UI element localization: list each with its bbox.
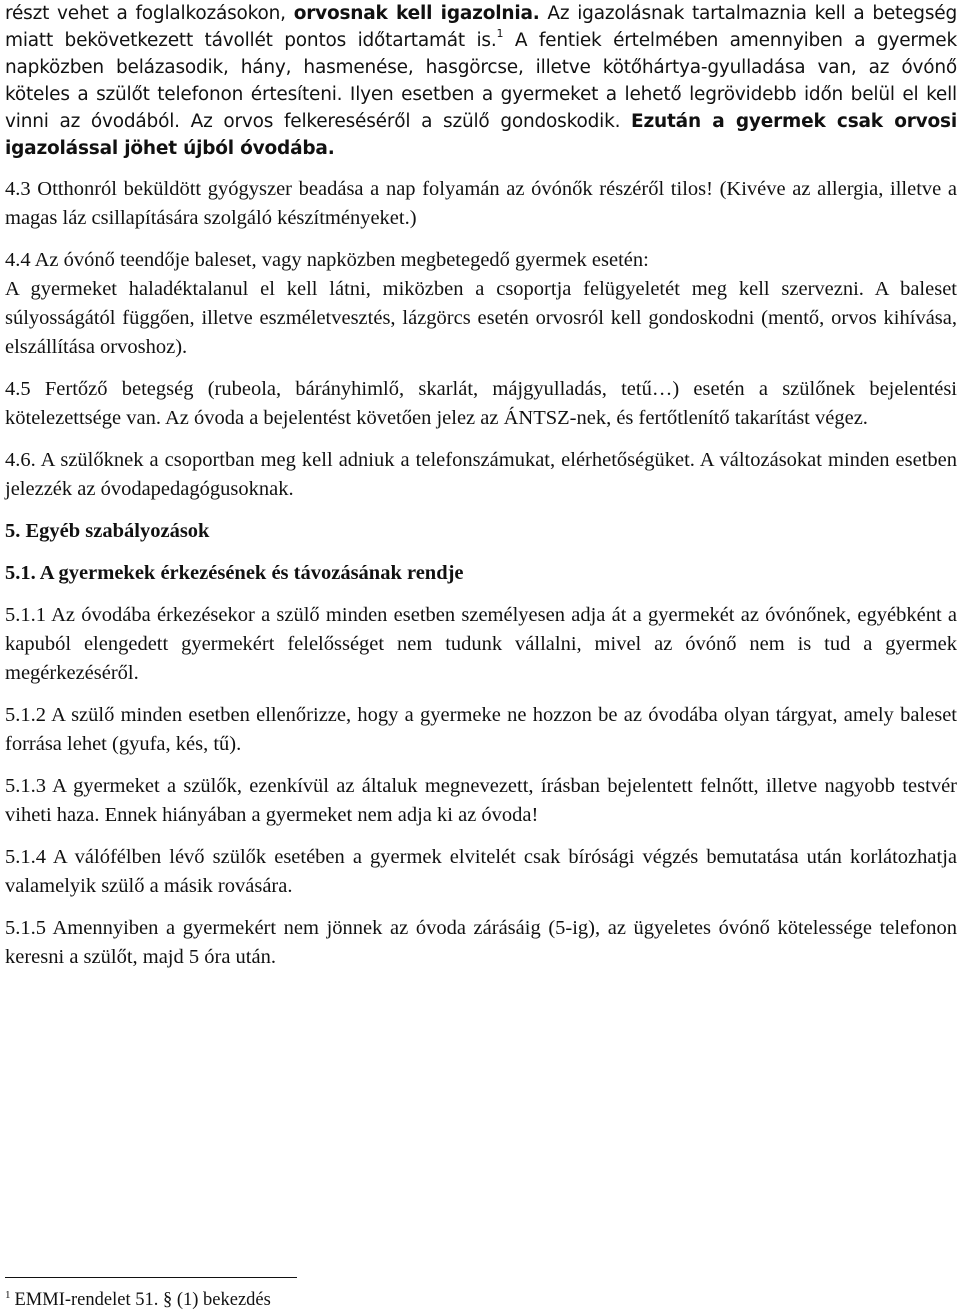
bold-doctor-certificate: orvosnak kell igazolnia.: [293, 3, 540, 24]
paragraph-4-4-title: 4.4 Az óvónő teendője baleset, vagy napközben megbetegedő gyermek esetén:: [5, 249, 649, 271]
paragraph-5-1-3: 5.1.3 A gyermeket a szülők, ezenkívül az általuk megnevezett, írásban bejelentett felnőtt, illetve nagyobb testvér viheti haza. Ennek hiányában a gyermeket nem adja ki az óvoda!: [5, 775, 957, 826]
paragraph-4-6: 4.6. A szülőknek a csoportban meg kell adniuk a telefonszámukat, elérhetőségüket. A változásokat minden esetben jelezzék az óvodapedagógusoknak.: [5, 449, 957, 500]
footnote-number: 1: [5, 1289, 11, 1301]
section-heading-5-1: 5.1. A gyermekek érkezésének és távozásának rendje: [5, 562, 464, 584]
footnote: [5, 1288, 271, 1312]
paragraph-4-3: 4.3 Otthonról beküldött gyógyszer beadása a nap folyamán az óvónők részéről tilos! (Kivéve az allergia, illetve a magas láz csillapítására szolgáló készítményeket.): [5, 178, 957, 229]
paragraph-5-1-5: 5.1.5 Amennyiben a gyermekért nem jönnek az óvoda zárásáig (5-ig), az ügyeletes óvónő kötelessége telefonon keresni a szülőt, majd 5 óra után.: [5, 917, 957, 968]
footnote-separator: [5, 1277, 297, 1278]
paragraph-4-4-body: A gyermeket haladéktalanul el kell látni, miközben a csoportja felügyeletét meg kell szervezni. A baleset súlyosságától függően, illetve eszméletvesztés, lázgörcs esetén orvosról kell gondoskodni (mentő, orvos kihívása, elszállítása orvoshoz).: [5, 278, 957, 358]
paragraph-5-1-4: 5.1.4 A válófélben lévő szülők esetében a gyermek elvitelét csak bírósági végzés bemutatása után korlátozhatja valamelyik szülő a másik rovására.: [5, 846, 957, 897]
section-heading-5: 5. Egyéb szabályozások: [5, 520, 210, 542]
paragraph-absence-certificate: részt vehet a foglalkozásokon, orvosnak kell igazolnia. Az igazolásnak tartalmaznia kell a betegség miatt bekövetkezett távollét pontos időtartamát is.$^1$ A fentiek értelmében amennyiben a gyermek napközben belázasodik, hány, hasmenése, hasgörcse, illetve kötőhártya-gyulladása van, az óvónő köteles a szülőt telefonon értesíteni. Ilyen esetben a gyermeket a lehető legrövidebb időn belül el kell vinni az óvodából. Az orvos felkereséséről a szülő gondoskodik. Ezután a gyermek csak orvosi igazolással jöhet újból óvodába.: [5, 3, 958, 159]
footnote-reference[interactable]: 1: [496, 27, 504, 40]
paragraph-5-1-1: 5.1.1 Az óvodába érkezésekor a szülő minden esetben személyesen adja át a gyermekét az óvónőnek, egyébként a kapuból elengedett gyermekért felelősséget nem tudunk vállalni, mivel az óvónő nem is tud a gyermek megérkezéséről.: [5, 604, 957, 684]
paragraph-5-1-2: 5.1.2 A szülő minden esetben ellenőrizze, hogy a gyermeke ne hozzon be az óvodába olyan tárgyat, amely baleset forrása lehet (gyufa, kés, tű).: [5, 704, 957, 755]
paragraph-4-5: 4.5 Fertőző betegség (rubeola, bárányhimlő, skarlát, májgyulladás, tetű…) esetén a szülőnek bejelentési kötelezettsége van. Az óvoda a bejelentést követően jelez az ÁNTSZ-nek, és fertőtlenítő takarítást végez.: [5, 378, 957, 429]
document-page: [5, 0, 957, 972]
bold-return-condition: Ezután a gyermek csak orvosi igazolással jöhet újból óvodába.: [5, 111, 957, 159]
footnote-text: EMMI-rendelet 51. § (1) bekezdés: [14, 1290, 271, 1310]
